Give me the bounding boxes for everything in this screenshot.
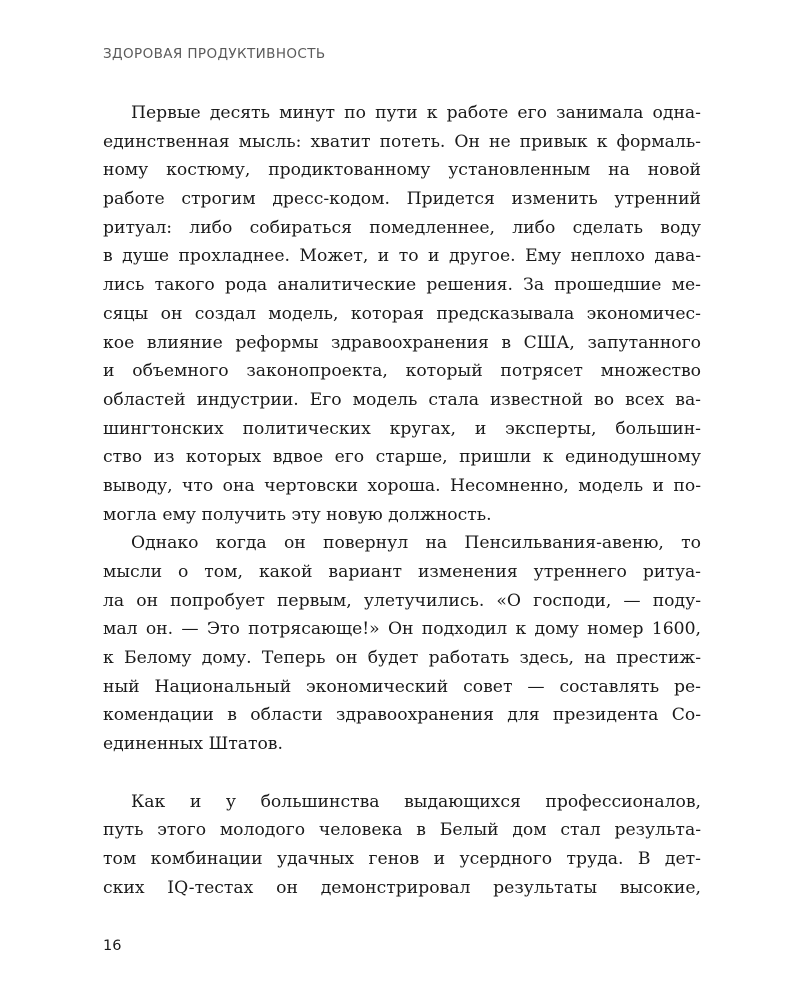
paragraph-line: комендации в области здравоохранения для президента Со- bbox=[103, 705, 701, 726]
paragraph-line: в душе прохладнее. Может, и то и другое. Ему неплохо дава- bbox=[103, 246, 701, 267]
paragraph-line: том комбинации удачных генов и усердного труда. В дет- bbox=[103, 848, 701, 869]
paragraph-line: областей индустрии. Его модель стала известной во всех ва- bbox=[103, 389, 701, 410]
paragraph-line: к Белому дому. Теперь он будет работать здесь, на престиж- bbox=[103, 648, 701, 669]
paragraph-line: единенных Штатов. bbox=[103, 734, 283, 755]
paragraph-line: Как и у большинства выдающихся профессионалов, bbox=[131, 791, 701, 812]
paragraph-line: мал он. — Это потрясающе!» Он подходил к дому номер 1600, bbox=[103, 619, 701, 640]
running-header: ЗДОРОВАЯ ПРОДУКТИВНОСТЬ bbox=[103, 46, 326, 62]
section-gap bbox=[103, 759, 701, 788]
paragraph-line: выводу, что она чертовски хороша. Несомненно, модель и по- bbox=[103, 475, 701, 496]
paragraph-line: ритуал: либо собираться помедленнее, либо сделать воду bbox=[103, 217, 701, 238]
paragraph-line: лись такого рода аналитические решения. За прошедшие ме- bbox=[103, 275, 701, 296]
paragraph-line: и объемного законопроекта, который потрясет множество bbox=[103, 361, 701, 382]
body-text bbox=[103, 99, 701, 902]
paragraph-line: мысли о том, какой вариант изменения утреннего ритуа- bbox=[103, 562, 701, 582]
paragraph-line: Первые десять минут по пути к работе его занимала одна- bbox=[131, 103, 701, 123]
paragraph-line: шингтонских политических кругах, и эксперты, большин- bbox=[103, 418, 701, 439]
paragraph-line: единственная мысль: хватит потеть. Он не привык к формаль- bbox=[103, 131, 701, 152]
paragraph-line: сяцы он создал модель, которая предсказывала экономичес- bbox=[103, 303, 701, 324]
paragraph-line: ла он попробует первым, улетучились. «О господи, — поду- bbox=[103, 590, 701, 611]
page-number: 16 bbox=[103, 938, 122, 954]
paragraph-line: путь этого молодого человека в Белый дом стал результа- bbox=[103, 820, 701, 841]
paragraph-line: ному костюму, продиктованному установленным на новой bbox=[103, 160, 701, 181]
paragraph-line: кое влияние реформы здравоохранения в США, запутанного bbox=[103, 332, 701, 353]
paragraph-line: ство из которых вдвое его старше, пришли к единодушному bbox=[103, 447, 701, 468]
paragraph-line: ских IQ-тестах он демонстрировал результаты высокие, bbox=[103, 877, 701, 898]
paragraph-line: Однако когда он повернул на Пенсильвания-авеню, то bbox=[131, 533, 701, 554]
paragraph-line: ный Национальный экономический совет — составлять ре- bbox=[103, 676, 701, 697]
paragraph-line: могла ему получить эту новую должность. bbox=[103, 504, 492, 525]
paragraph-line: работе строгим дресс-кодом. Придется изменить утренний bbox=[103, 189, 701, 210]
